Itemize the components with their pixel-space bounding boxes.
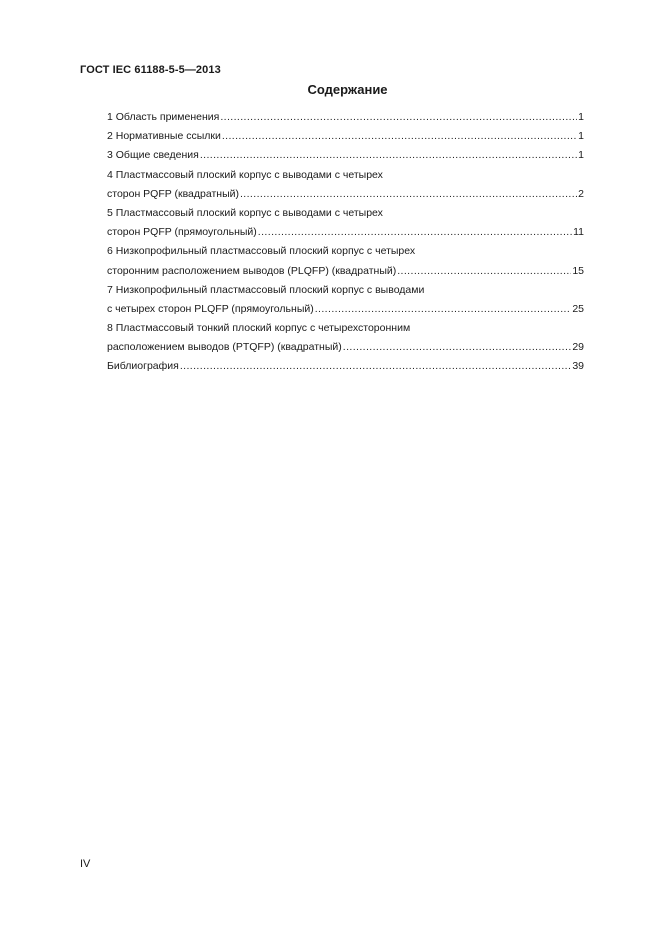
toc-leader-dots [240, 185, 577, 204]
toc-entry-7-line-2[interactable] [107, 300, 584, 319]
toc-leader-dots [220, 108, 577, 127]
toc-page-number: 11 [573, 226, 584, 239]
toc-leader-dots [180, 357, 571, 376]
toc-leader-dots [222, 127, 577, 146]
toc-entry-text: 7 Низкопрофильный пластмассовый плоский корпус с выводами [107, 283, 425, 296]
toc-entry-text: 8 Пластмассовый тонкий плоский корпус с четырехсторонним [107, 322, 411, 335]
toc-page-number: 15 [572, 264, 584, 277]
toc-leader-dots [397, 262, 571, 281]
table-of-contents [107, 108, 584, 377]
toc-page-number: 29 [572, 341, 584, 354]
toc-leader-dots [343, 338, 572, 357]
toc-entry-5-line-1[interactable] [107, 204, 584, 223]
toc-page-number: 1 [578, 111, 584, 123]
document-code: ГОСТ IEC 61188-5-5—2013 [80, 64, 221, 76]
toc-entry-text: Библиография [107, 360, 179, 373]
toc-entry-2[interactable] [107, 127, 584, 146]
toc-page-number: 2 [578, 187, 584, 200]
toc-page-number: 39 [572, 360, 584, 373]
toc-entry-text: 4 Пластмассовый плоский корпус с выводами с четырех [107, 168, 383, 181]
toc-entry-4-line-1[interactable] [107, 166, 584, 185]
toc-page-number: 1 [578, 130, 584, 143]
toc-entry-8-line-1[interactable] [107, 319, 584, 338]
toc-entry-text: с четырех сторон PLQFP (прямоугольный) [107, 302, 314, 315]
toc-entry-text: расположением выводов (PTQFP) (квадратный) [107, 341, 342, 354]
toc-page-number: 1 [578, 149, 584, 162]
toc-entry-text: 5 Пластмассовый плоский корпус с выводами с четырех [107, 206, 383, 219]
toc-leader-dots [200, 146, 577, 165]
toc-title: Содержание [307, 82, 388, 97]
toc-leader-dots [258, 223, 572, 242]
toc-entry-5-line-2[interactable] [107, 223, 584, 242]
toc-entry-bibliography[interactable] [107, 357, 584, 376]
toc-entry-4-line-2[interactable] [107, 185, 584, 204]
page-number: IV [80, 858, 91, 870]
toc-entry-7-line-1[interactable] [107, 281, 584, 300]
toc-entry-text: 1 Область применения [107, 111, 220, 123]
toc-entry-text: сторонним расположением выводов (PLQFP) (квадратный) [107, 264, 397, 277]
toc-entry-6-line-2[interactable] [107, 262, 584, 281]
toc-entry-8-line-2[interactable] [107, 338, 584, 357]
toc-entry-1[interactable] [107, 108, 584, 127]
toc-entry-text: 3 Общие сведения [107, 149, 199, 162]
toc-entry-text: сторон PQFP (прямоугольный) [107, 226, 257, 239]
toc-leader-dots [315, 300, 572, 319]
toc-entry-text: сторон PQFP (квадратный) [107, 187, 239, 200]
toc-entry-text: 2 Нормативные ссылки [107, 130, 221, 143]
toc-page-number: 25 [572, 302, 584, 315]
toc-entry-text: 6 Низкопрофильный пластмассовый плоский корпус с четырех [107, 245, 416, 258]
toc-entry-3[interactable] [107, 146, 584, 165]
toc-entry-6-line-1[interactable] [107, 242, 584, 261]
